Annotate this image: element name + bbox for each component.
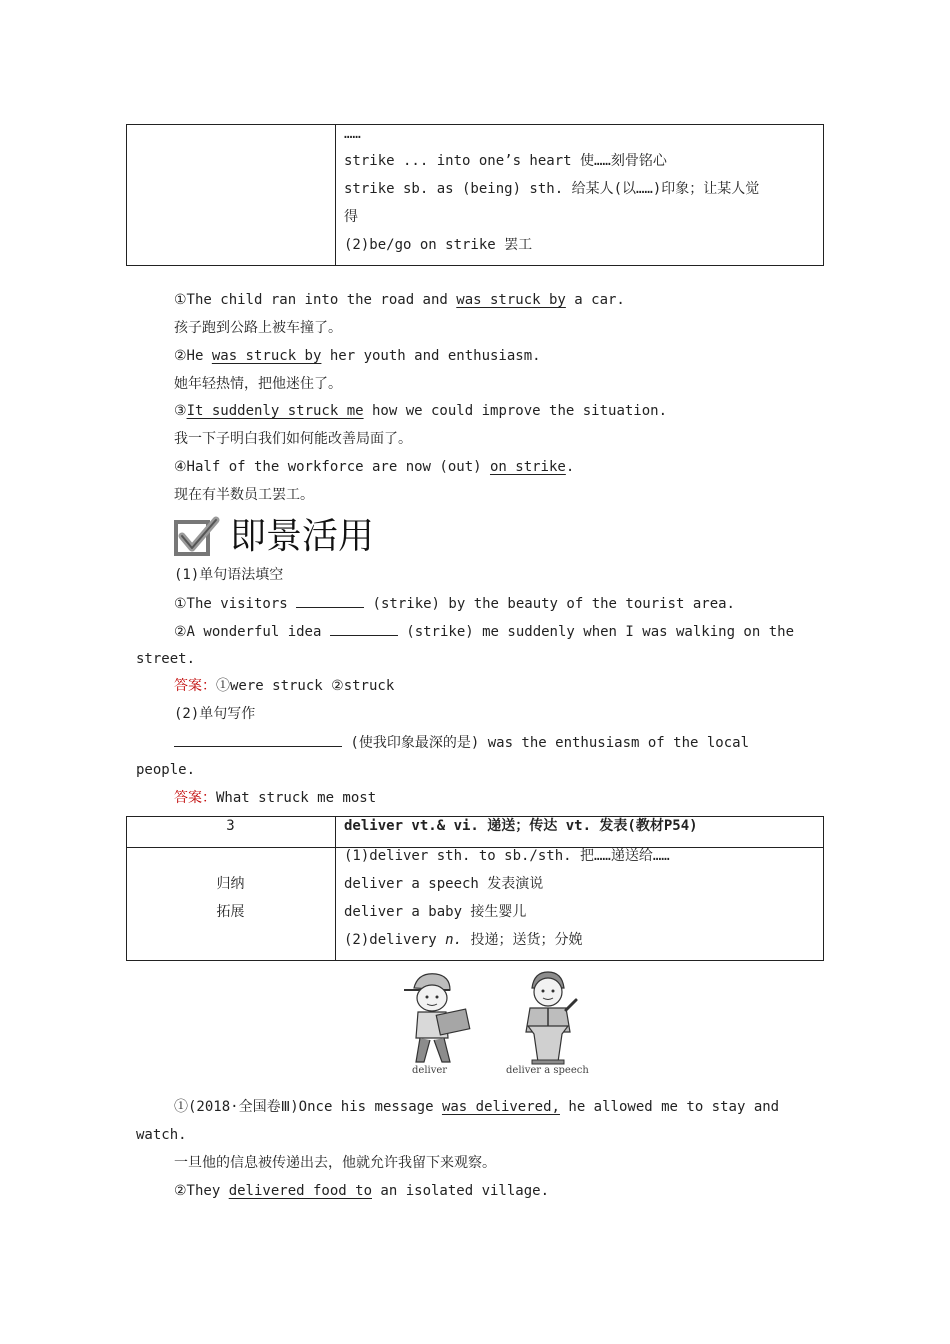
exercise-heading: (1)单句语法填空: [174, 567, 284, 583]
exercise-question: (使我印象最深的是) was the enthusiasm of the local: [174, 732, 749, 753]
table-line: (2)delivery n. 投递；送货；分娩: [344, 932, 583, 948]
entry-headword: deliver vt.& vi. 递送；传达 vt. 发表(教材P54): [344, 818, 698, 834]
answer-text: What struck me most: [216, 790, 377, 806]
section-title: 即景活用: [230, 516, 375, 557]
table-line: 得: [344, 209, 358, 225]
exercise-question: ①The visitors (strike) by the beauty of the tourist area.: [174, 593, 735, 614]
example-translation: 一旦他的信息被传递出去，他就允许我留下来观察。: [174, 1155, 496, 1171]
table-line: (2)be/go on strike 罢工: [344, 237, 533, 253]
table-line: deliver a baby 接生婴儿: [344, 904, 527, 920]
table-line: (1)deliver sth. to sb./sth. 把……递送给……: [344, 848, 670, 864]
extension-label: 拓展: [216, 904, 245, 920]
example-translation: 我一下子明白我们如何能改善局面了。: [174, 431, 412, 447]
answer-blank[interactable]: [174, 732, 342, 747]
table-line: strike sb. as (being) sth. 给某人(以……)印象；让某人觉: [344, 181, 760, 197]
answer-label: 答案：: [174, 790, 216, 806]
answer-blank[interactable]: [330, 621, 398, 636]
example-sentence: ③It suddenly struck me how we could improve the situation.: [174, 403, 668, 419]
speaker-illustration: [508, 966, 588, 1066]
table-divider: [335, 124, 336, 266]
exercise-question-continued: people.: [136, 762, 196, 778]
table-line: deliver a speech 发表演说: [344, 876, 544, 892]
table-divider: [335, 816, 336, 961]
exercise-heading: (2)单句写作: [174, 706, 256, 722]
example-sentence-continued: watch.: [136, 1127, 187, 1143]
example-sentence: ④Half of the workforce are now (out) on strike.: [174, 459, 575, 475]
answer-text: ①were struck ②struck: [216, 678, 395, 694]
answer-label: 答案：: [174, 678, 216, 694]
answer-line: [174, 788, 376, 808]
caption-deliver: deliver: [412, 1065, 448, 1076]
example-sentence: ①The child ran into the road and was struck by a car.: [174, 292, 625, 308]
example-sentence: ②They delivered food to an isolated village.: [174, 1183, 550, 1199]
delivery-worker-illustration: [392, 966, 482, 1066]
exercise-question-continued: street.: [136, 651, 196, 667]
exercise-question: ②A wonderful idea (strike) me suddenly when I was walking on the: [174, 621, 794, 642]
entry-number: 3: [226, 818, 235, 834]
answer-blank[interactable]: [296, 593, 364, 608]
example-sentence: ②He was struck by her youth and enthusiasm.: [174, 348, 541, 364]
illustration: [392, 966, 596, 1082]
summary-label: 归纳: [216, 876, 245, 892]
section-heading: [174, 515, 374, 559]
checkbox-icon: [174, 516, 220, 558]
table-line: strike ... into one’s heart 使……刻骨铭心: [344, 153, 667, 169]
example-translation: 孩子跑到公路上被车撞了。: [174, 320, 342, 336]
example-translation: 现在有半数员工罢工。: [174, 487, 314, 503]
caption-deliver-speech: deliver a speech: [506, 1065, 589, 1076]
answer-line: [174, 676, 394, 696]
example-translation: 她年轻热情，把他迷住了。: [174, 376, 342, 392]
example-sentence: ①(2018·全国卷Ⅲ)Once his message was delivered, he allowed me to stay and: [174, 1099, 780, 1115]
table-line: ……: [344, 126, 361, 142]
